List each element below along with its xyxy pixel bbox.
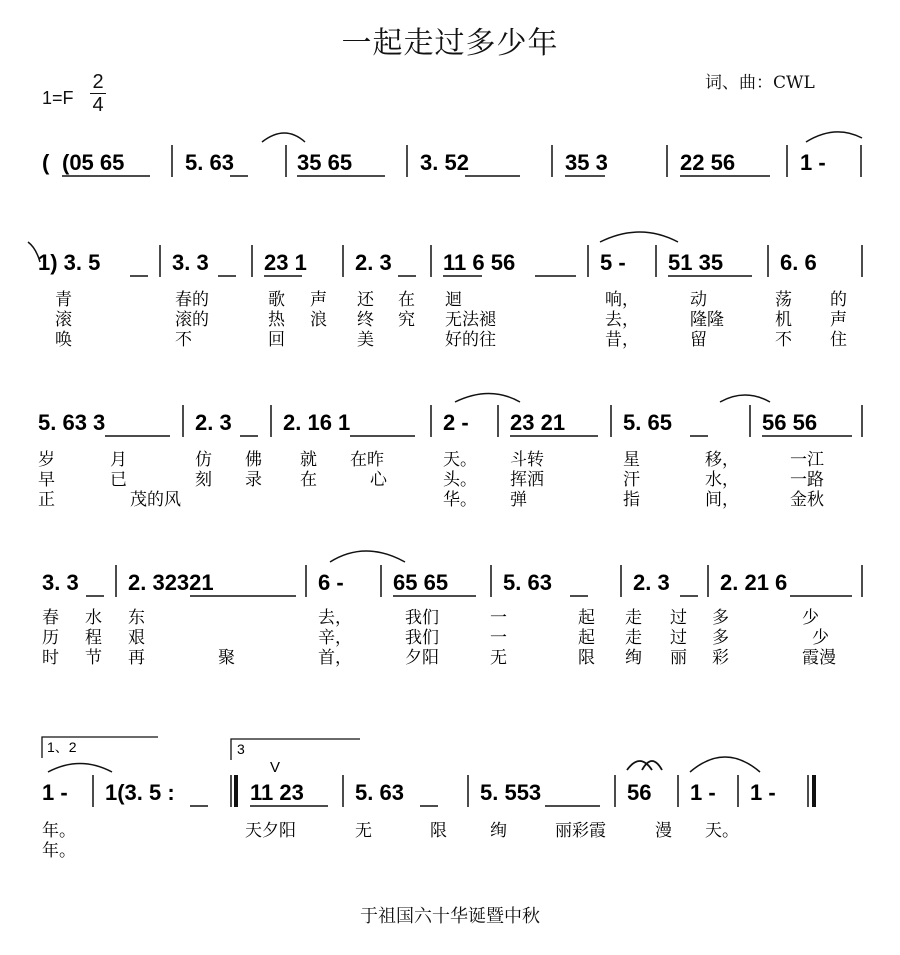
measure-4-2	[128, 570, 214, 595]
svg-text:2. 3: 2. 3	[195, 410, 232, 435]
row-5-ties	[48, 757, 760, 772]
measure-5-7	[690, 780, 716, 805]
measure-5-3	[250, 780, 304, 805]
svg-text:5 -: 5 -	[600, 250, 626, 275]
measure-2-4	[355, 250, 392, 275]
breath-mark: V	[270, 759, 281, 776]
row-4	[42, 570, 787, 595]
svg-text:51 35: 51 35	[668, 250, 724, 275]
svg-text:2. 32321: 2. 32321	[128, 570, 214, 595]
measure-3-5	[510, 410, 565, 435]
svg-text:滚滚的热浪终究无法褪去，隆隆机声: 滚 滚的 热 浪 终 究 无法褪 去， 隆隆 机 声	[55, 310, 847, 330]
measure-1-7	[800, 150, 826, 175]
footer-note: 于祖国六十华诞暨中秋	[360, 906, 540, 927]
measure-4-5	[503, 570, 552, 595]
svg-text:春水东去，我们一起走过多少: 春 水 东 去， 我们 一 起 走 过 多 少	[42, 608, 819, 628]
measure-3-6	[623, 410, 672, 435]
row-4-ties	[330, 551, 405, 562]
row-5-endings	[42, 737, 360, 760]
svg-text:22 56: 22 56	[680, 150, 736, 175]
measure-3-2	[195, 410, 232, 435]
svg-text:早已刻录在心头。挥洒汗水，一路: 早 已 刻 录 在 心 头。 挥洒 汗 水， 一路	[38, 470, 824, 490]
row-3	[38, 410, 817, 435]
svg-text:5. 63: 5. 63	[185, 150, 234, 175]
measure-1-4	[420, 150, 469, 175]
measure-2-2	[172, 250, 209, 275]
tie	[455, 394, 520, 403]
tie	[720, 395, 770, 402]
svg-text:唤不回美好的往昔，留不住: 唤 不 回 美 好的往 昔， 留 不 住	[55, 330, 847, 350]
ending-3: 3	[237, 741, 245, 757]
svg-text:正茂的风华。弹指间，金秋: 正 茂的风 华。 弹 指 间， 金秋	[38, 490, 824, 510]
row-1-barlines	[172, 145, 861, 177]
measure-2-5	[443, 250, 515, 275]
measure-5-5	[480, 780, 541, 805]
svg-text:1(3. 5 :: 1(3. 5 :	[105, 780, 175, 805]
measure-5-8	[750, 780, 776, 805]
m-text: (05 65	[62, 150, 125, 175]
credits: 词、曲：CWL	[705, 73, 815, 93]
svg-text:3. 3: 3. 3	[172, 250, 209, 275]
svg-text:35 3: 35 3	[565, 150, 608, 175]
measure-1-6	[680, 150, 735, 175]
svg-text:2. 3: 2. 3	[633, 570, 670, 595]
svg-text:青春的歌声还在迴响，动荡的: 青 春的 歌 声 还 在 迴 响， 动 荡 的	[55, 290, 847, 310]
svg-text:5. 65: 5. 65	[623, 410, 672, 435]
paren-open: (	[42, 150, 50, 175]
svg-text:3. 52: 3. 52	[420, 150, 469, 175]
measure-3-4	[443, 410, 469, 435]
svg-text:5. 63: 5. 63	[355, 780, 404, 805]
measure-5-4	[355, 780, 404, 805]
svg-text:56 56: 56 56	[762, 410, 818, 435]
tie	[806, 132, 862, 142]
svg-text:11 6 56: 11 6 56	[443, 250, 516, 275]
ending-1-2: 1、2	[47, 739, 77, 755]
svg-text:历程艰辛，我们一起走过多少: 历 程 艰 辛， 我们 一 起 走 过 多 少	[42, 628, 829, 648]
svg-text:23 1: 23 1	[264, 250, 307, 275]
measure-2-6	[600, 250, 626, 275]
row-1-ties	[262, 132, 862, 142]
row-2-lyrics	[55, 290, 847, 350]
row-1	[42, 150, 826, 175]
measure-2-1	[38, 250, 100, 275]
measure-4-6	[633, 570, 670, 595]
time-signature-top: 2	[92, 71, 104, 93]
measure-4-7	[720, 570, 787, 595]
row-4-lyrics	[42, 608, 836, 668]
time-signature-bottom: 4	[92, 94, 104, 116]
measure-1-1	[62, 150, 124, 175]
row-5	[42, 780, 776, 805]
measure-3-1	[38, 410, 105, 435]
tie	[690, 757, 760, 772]
measure-2-3	[264, 250, 307, 275]
svg-text:6. 6: 6. 6	[780, 250, 817, 275]
svg-text:6 -: 6 -	[318, 570, 344, 595]
svg-text:5. 553: 5. 553	[480, 780, 542, 805]
svg-text:1 -: 1 -	[690, 780, 716, 805]
svg-text:1 -: 1 -	[800, 150, 826, 175]
row-5-lyrics	[42, 820, 739, 861]
svg-text:3. 3: 3. 3	[42, 570, 79, 595]
svg-text:2. 21 6: 2. 21 6	[720, 570, 788, 595]
row-3-lyrics	[38, 450, 824, 510]
tie	[48, 764, 112, 773]
svg-text:65 65: 65 65	[393, 570, 449, 595]
row-3-ties	[455, 394, 770, 403]
measure-3-7	[762, 410, 817, 435]
svg-text:2. 16 1: 2. 16 1	[283, 410, 351, 435]
svg-text:11 23: 11 23	[250, 780, 304, 805]
svg-text:1 -: 1 -	[750, 780, 776, 805]
measure-5-6	[627, 780, 651, 805]
svg-text:1 -: 1 -	[42, 780, 68, 805]
row-2	[38, 250, 817, 275]
measure-4-4	[393, 570, 448, 595]
svg-text:23 21: 23 21	[510, 410, 566, 435]
tie	[330, 551, 405, 562]
svg-text:2. 3: 2. 3	[355, 250, 392, 275]
svg-text:时节再聚首，夕阳无限绚丽彩霞漫: 时 节 再 聚 首， 夕阳 无 限 绚 丽 彩 霞漫	[42, 648, 836, 668]
fermata-icon	[627, 761, 662, 770]
key-signature: 1=F	[42, 88, 74, 108]
measure-1-3	[297, 150, 352, 175]
measure-4-3	[318, 570, 344, 595]
tie	[600, 232, 678, 242]
measure-3-3	[283, 410, 350, 435]
svg-text:35 65: 35 65	[297, 150, 353, 175]
song-title: 一起走过多少年	[341, 26, 559, 61]
row-2-ties	[28, 232, 678, 262]
measure-2-8	[780, 250, 817, 275]
measure-5-2	[105, 780, 175, 805]
measure-4-1	[42, 570, 79, 595]
tie	[262, 133, 305, 142]
measure-2-7	[668, 250, 723, 275]
svg-text:56: 56	[627, 780, 652, 805]
svg-text:2 -: 2 -	[443, 410, 469, 435]
measure-1-5	[565, 150, 608, 175]
svg-text:5. 63: 5. 63	[503, 570, 552, 595]
measure-1-2	[185, 150, 234, 175]
svg-text:年。: 年。	[42, 841, 76, 861]
svg-text:5. 63 3: 5. 63 3	[38, 410, 106, 435]
measure-5-1	[42, 780, 68, 805]
svg-text:1) 3. 5: 1) 3. 5	[38, 250, 101, 275]
svg-text:岁月仿佛就在昨天。斗转星移，一江: 岁 月 仿 佛 就 在昨 天。 斗转 星 移， 一江	[38, 450, 824, 470]
svg-text:年。天夕阳无限绚丽彩霞漫天。: 年。 天夕阳 无 限 绚 丽彩霞 漫 天。	[42, 821, 739, 841]
